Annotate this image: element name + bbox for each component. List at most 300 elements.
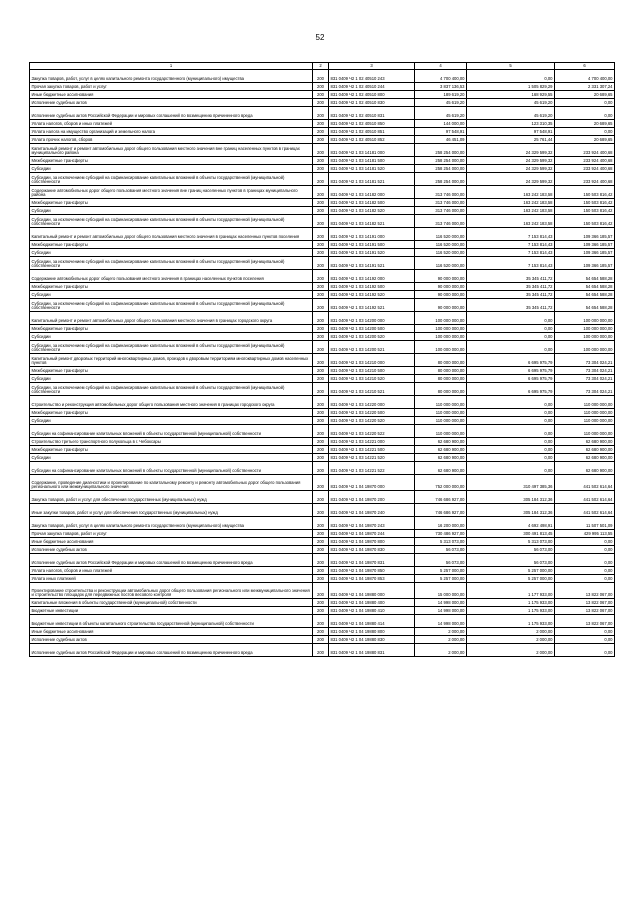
table-row bbox=[30, 367, 615, 375]
row-executed: 0,00 bbox=[467, 438, 555, 446]
row-kbk: 831 0409 Ч2 1 03 14221 500 bbox=[329, 446, 415, 454]
row-executed: 0,00 bbox=[467, 325, 555, 333]
row-code: 200 bbox=[313, 607, 329, 615]
row-approved: 62 680 900,00 bbox=[415, 438, 467, 446]
row-approved: 258 254 000,00 bbox=[415, 157, 467, 165]
row-executed: 35 345 411,72 bbox=[467, 291, 555, 299]
row-kbk: 831 0409 Ч2 1 04 19870 000 bbox=[329, 475, 415, 491]
row-executed: 6 695 975,79 bbox=[467, 354, 555, 367]
row-approved: 313 746 000,00 bbox=[415, 199, 467, 207]
table-row bbox=[30, 446, 615, 454]
row-approved: 90 000 000,00 bbox=[415, 299, 467, 312]
column-header: 5 bbox=[467, 63, 555, 70]
column-header: 3 bbox=[329, 63, 415, 70]
row-kbk: 831 0409 Ч2 1 03 14220 500 bbox=[329, 409, 415, 417]
row-executed: 0,00 bbox=[467, 312, 555, 325]
table-row bbox=[30, 583, 615, 599]
row-code: 200 bbox=[313, 215, 329, 228]
row-unexecuted: 11 507 501,09 bbox=[555, 517, 615, 530]
row-kbk: 831 0409 Ч2 1 04 19870 853 bbox=[329, 575, 415, 583]
row-approved: 5 257 000,00 bbox=[415, 567, 467, 575]
row-unexecuted: 0,00 bbox=[555, 554, 615, 567]
row-kbk: 831 0409 Ч2 1 04 19880 410 bbox=[329, 607, 415, 615]
table-row bbox=[30, 383, 615, 396]
row-kbk: 831 0409 Ч2 1 02 40510 800 bbox=[329, 91, 415, 99]
row-unexecuted: 441 502 614,64 bbox=[555, 504, 615, 517]
row-executed: 1 175 933,00 bbox=[467, 599, 555, 607]
row-approved: 100 000 000,00 bbox=[415, 312, 467, 325]
row-approved: 746 686 927,00 bbox=[415, 504, 467, 517]
row-executed: 300 491 813,45 bbox=[467, 530, 555, 538]
row-kbk: 831 0409 Ч2 1 02 40510 830 bbox=[329, 99, 415, 107]
row-name: Капитальный ремонт дворовых территорий многоквартирных домов, проездов к дворовым территориям многоквартирных домов населенных пунктов bbox=[30, 354, 313, 367]
row-approved: 258 254 000,00 bbox=[415, 144, 467, 157]
row-unexecuted: 233 924 400,68 bbox=[555, 144, 615, 157]
row-kbk: 831 0409 Ч2 1 03 14182 521 bbox=[329, 215, 415, 228]
row-name: Иные бюджетные ассигнования bbox=[30, 628, 313, 636]
table-row bbox=[30, 165, 615, 173]
column-header: 2 bbox=[313, 63, 329, 70]
row-approved: 14 998 000,00 bbox=[415, 607, 467, 615]
row-unexecuted: 54 654 588,28 bbox=[555, 283, 615, 291]
table-row bbox=[30, 341, 615, 354]
row-approved: 46 451,09 bbox=[415, 136, 467, 144]
row-executed: 0,00 bbox=[467, 409, 555, 417]
row-kbk: 831 0409 Ч2 1 03 14220 000 bbox=[329, 396, 415, 409]
row-kbk: 831 0409 Ч2 1 03 14200 521 bbox=[329, 341, 415, 354]
row-executed: 0,00 bbox=[467, 454, 555, 462]
table-row bbox=[30, 491, 615, 504]
row-executed: 5 313 073,00 bbox=[467, 538, 555, 546]
row-unexecuted: 62 680 900,00 bbox=[555, 438, 615, 446]
table-row bbox=[30, 475, 615, 491]
row-code: 200 bbox=[313, 120, 329, 128]
row-executed: 2 000,00 bbox=[467, 628, 555, 636]
row-unexecuted: 150 503 816,42 bbox=[555, 207, 615, 215]
row-executed: 6 695 975,79 bbox=[467, 375, 555, 383]
row-name: Субсидии, за исключением субсидий на софинансирование капитальных вложений в объекты государственной (муниципальной) собственности bbox=[30, 299, 313, 312]
row-unexecuted: 13 822 067,00 bbox=[555, 583, 615, 599]
row-name: Субсидии bbox=[30, 417, 313, 425]
row-kbk: 831 0409 Ч2 1 02 40510 850 bbox=[329, 120, 415, 128]
row-kbk: 831 0409 Ч2 1 03 14200 500 bbox=[329, 325, 415, 333]
row-code: 200 bbox=[313, 409, 329, 417]
row-code: 200 bbox=[313, 312, 329, 325]
row-kbk: 831 0409 Ч2 1 04 19870 240 bbox=[329, 504, 415, 517]
row-code: 200 bbox=[313, 157, 329, 165]
row-name: Исполнение судебных актов Российской Федерации и мировых соглашений по возмещению причиненного вреда bbox=[30, 554, 313, 567]
row-kbk: 831 0409 Ч2 1 02 40510 852 bbox=[329, 136, 415, 144]
row-name: Бюджетные инвестиции bbox=[30, 607, 313, 615]
row-approved: 56 073,00 bbox=[415, 546, 467, 554]
row-code: 200 bbox=[313, 475, 329, 491]
row-code: 200 bbox=[313, 283, 329, 291]
table-row bbox=[30, 91, 615, 99]
row-name: Исполнение судебных актов bbox=[30, 99, 313, 107]
row-unexecuted: 13 822 067,00 bbox=[555, 599, 615, 607]
table-row bbox=[30, 128, 615, 136]
row-name: Содержание автомобильных дорог общего пользования местного значения вне границ населенных пунктов в границах муниципального района bbox=[30, 186, 313, 199]
row-executed: 35 345 411,72 bbox=[467, 283, 555, 291]
row-approved: 62 680 900,00 bbox=[415, 462, 467, 475]
row-executed: 35 345 411,72 bbox=[467, 299, 555, 312]
table-row bbox=[30, 312, 615, 325]
table-row bbox=[30, 607, 615, 615]
row-unexecuted: 73 304 024,21 bbox=[555, 354, 615, 367]
row-kbk: 831 0409 Ч2 1 03 14192 521 bbox=[329, 299, 415, 312]
table-row bbox=[30, 504, 615, 517]
row-approved: 116 520 000,00 bbox=[415, 249, 467, 257]
row-approved: 16 200 000,00 bbox=[415, 517, 467, 530]
row-name: Строительство третьего транспортного полукольца в г. Чебоксары bbox=[30, 438, 313, 446]
row-executed: 1 175 933,00 bbox=[467, 615, 555, 628]
row-code: 200 bbox=[313, 504, 329, 517]
table-row bbox=[30, 517, 615, 530]
row-executed: 5 257 000,00 bbox=[467, 575, 555, 583]
row-unexecuted: 20 689,65 bbox=[555, 91, 615, 99]
row-name: Уплата прочих налогов, сборов bbox=[30, 136, 313, 144]
row-approved: 116 520 000,00 bbox=[415, 241, 467, 249]
row-code: 200 bbox=[313, 530, 329, 538]
row-code: 200 bbox=[313, 367, 329, 375]
row-executed: 4 692 498,91 bbox=[467, 517, 555, 530]
row-name: Субсидии, за исключением субсидий на софинансирование капитальных вложений в объекты государственной (муниципальной) собственности bbox=[30, 341, 313, 354]
row-executed: 0,00 bbox=[467, 425, 555, 438]
table-row bbox=[30, 283, 615, 291]
row-approved: 110 000 000,00 bbox=[415, 409, 467, 417]
table-row bbox=[30, 136, 615, 144]
row-kbk: 831 0409 Ч2 1 03 14181 500 bbox=[329, 157, 415, 165]
row-name: Иные закупки товаров, работ и услуг для обеспечения государственных (муниципальных) нужд bbox=[30, 504, 313, 517]
row-kbk: 831 0409 Ч2 1 04 19870 800 bbox=[329, 538, 415, 546]
row-unexecuted: 20 689,65 bbox=[555, 120, 615, 128]
row-code: 200 bbox=[313, 583, 329, 599]
table-row bbox=[30, 107, 615, 120]
row-name: Субсидии, за исключением субсидий на софинансирование капитальных вложений в объекты государственной (муниципальной) собственности bbox=[30, 257, 313, 270]
row-code: 200 bbox=[313, 491, 329, 504]
row-approved: 2 000,00 bbox=[415, 636, 467, 644]
row-name: Межбюджетные трансферты bbox=[30, 199, 313, 207]
table-row bbox=[30, 83, 615, 91]
row-code: 200 bbox=[313, 599, 329, 607]
table-row bbox=[30, 530, 615, 538]
row-name: Субсидии bbox=[30, 454, 313, 462]
row-kbk: 831 0409 Ч2 1 03 14200 000 bbox=[329, 312, 415, 325]
row-approved: 45 619,20 bbox=[415, 99, 467, 107]
row-unexecuted: 441 502 614,64 bbox=[555, 475, 615, 491]
row-unexecuted: 110 000 000,00 bbox=[555, 417, 615, 425]
row-approved: 110 000 000,00 bbox=[415, 425, 467, 438]
row-code: 200 bbox=[313, 446, 329, 454]
table-row bbox=[30, 438, 615, 446]
page-number: 52 bbox=[315, 33, 325, 42]
row-unexecuted: 62 680 900,00 bbox=[555, 462, 615, 475]
row-unexecuted: 109 366 185,57 bbox=[555, 241, 615, 249]
row-code: 200 bbox=[313, 644, 329, 657]
row-executed: 2 000,00 bbox=[467, 636, 555, 644]
row-approved: 258 254 000,00 bbox=[415, 165, 467, 173]
row-name: Межбюджетные трансферты bbox=[30, 241, 313, 249]
row-code: 200 bbox=[313, 83, 329, 91]
row-unexecuted: 20 689,65 bbox=[555, 136, 615, 144]
table-row bbox=[30, 599, 615, 607]
row-code: 200 bbox=[313, 99, 329, 107]
row-name: Иные бюджетные ассигнования bbox=[30, 91, 313, 99]
row-executed: 5 257 000,00 bbox=[467, 567, 555, 575]
row-approved: 97 548,91 bbox=[415, 128, 467, 136]
row-code: 200 bbox=[313, 454, 329, 462]
column-header: 6 bbox=[555, 63, 615, 70]
row-kbk: 831 0409 Ч2 1 04 19870 244 bbox=[329, 530, 415, 538]
row-approved: 5 257 000,00 bbox=[415, 575, 467, 583]
table-row bbox=[30, 99, 615, 107]
row-unexecuted: 0,00 bbox=[555, 546, 615, 554]
row-kbk: 831 0409 Ч2 1 03 14210 520 bbox=[329, 375, 415, 383]
row-executed: 163 242 183,58 bbox=[467, 207, 555, 215]
table-row bbox=[30, 199, 615, 207]
row-executed: 7 153 814,43 bbox=[467, 241, 555, 249]
row-name: Исполнение судебных актов bbox=[30, 636, 313, 644]
row-executed: 7 153 814,43 bbox=[467, 257, 555, 270]
row-executed: 0,00 bbox=[467, 70, 555, 83]
row-kbk: 831 0409 Ч2 1 02 40510 831 bbox=[329, 107, 415, 120]
row-kbk: 831 0409 Ч2 1 03 14191 521 bbox=[329, 257, 415, 270]
row-code: 200 bbox=[313, 165, 329, 173]
row-name: Уплата налогов, сборов и иных платежей bbox=[30, 567, 313, 575]
row-approved: 4 700 400,00 bbox=[415, 70, 467, 83]
table-row bbox=[30, 333, 615, 341]
row-approved: 5 313 073,00 bbox=[415, 538, 467, 546]
row-kbk: 831 0409 Ч2 1 04 19880 830 bbox=[329, 636, 415, 644]
row-approved: 62 680 900,00 bbox=[415, 454, 467, 462]
row-unexecuted: 0,00 bbox=[555, 567, 615, 575]
row-unexecuted: 0,00 bbox=[555, 99, 615, 107]
row-executed: 35 345 411,72 bbox=[467, 270, 555, 283]
row-unexecuted: 0,00 bbox=[555, 575, 615, 583]
row-code: 200 bbox=[313, 199, 329, 207]
row-kbk: 831 0409 Ч2 1 03 14221 000 bbox=[329, 438, 415, 446]
row-code: 200 bbox=[313, 438, 329, 446]
row-unexecuted: 429 995 113,55 bbox=[555, 530, 615, 538]
row-executed: 97 548,91 bbox=[467, 128, 555, 136]
row-executed: 305 184 312,36 bbox=[467, 491, 555, 504]
row-name: Уплата налогов, сборов и иных платежей bbox=[30, 120, 313, 128]
row-code: 200 bbox=[313, 325, 329, 333]
row-kbk: 831 0409 Ч2 1 03 14210 000 bbox=[329, 354, 415, 367]
row-unexecuted: 100 000 000,00 bbox=[555, 325, 615, 333]
row-executed: 1 175 933,00 bbox=[467, 607, 555, 615]
row-code: 200 bbox=[313, 291, 329, 299]
row-code: 200 bbox=[313, 417, 329, 425]
row-name: Капитальный ремонт и ремонт автомобильных дорог общего пользования местного значения в границах городского округа bbox=[30, 312, 313, 325]
row-approved: 100 000 000,00 bbox=[415, 325, 467, 333]
table-row bbox=[30, 417, 615, 425]
row-unexecuted: 233 924 400,68 bbox=[555, 157, 615, 165]
table-row bbox=[30, 157, 615, 165]
row-kbk: 831 0409 Ч2 1 03 14192 000 bbox=[329, 270, 415, 283]
row-kbk: 831 0409 Ч2 1 03 14221 522 bbox=[329, 462, 415, 475]
table-row bbox=[30, 454, 615, 462]
row-name: Капитальный ремонт и ремонт автомобильных дорог общего пользования местного значения в границах населенных пунктов поселения bbox=[30, 228, 313, 241]
row-executed: 0,00 bbox=[467, 446, 555, 454]
row-executed: 168 929,55 bbox=[467, 91, 555, 99]
row-unexecuted: 441 502 614,64 bbox=[555, 491, 615, 504]
row-name: Иные бюджетные ассигнования bbox=[30, 538, 313, 546]
row-kbk: 831 0409 Ч2 1 03 14210 521 bbox=[329, 383, 415, 396]
row-kbk: 831 0409 Ч2 1 03 14181 000 bbox=[329, 144, 415, 157]
row-code: 200 bbox=[313, 517, 329, 530]
table-row bbox=[30, 575, 615, 583]
row-approved: 258 254 000,00 bbox=[415, 173, 467, 186]
table-row bbox=[30, 144, 615, 157]
row-code: 200 bbox=[313, 186, 329, 199]
row-code: 200 bbox=[313, 91, 329, 99]
table-row bbox=[30, 249, 615, 257]
row-executed: 310 497 385,36 bbox=[467, 475, 555, 491]
row-unexecuted: 233 924 400,68 bbox=[555, 165, 615, 173]
row-executed: 7 153 814,43 bbox=[467, 249, 555, 257]
row-unexecuted: 4 700 400,00 bbox=[555, 70, 615, 83]
table-row bbox=[30, 325, 615, 333]
table-row bbox=[30, 173, 615, 186]
row-unexecuted: 0,00 bbox=[555, 644, 615, 657]
row-approved: 15 000 000,00 bbox=[415, 583, 467, 599]
row-approved: 144 000,00 bbox=[415, 120, 467, 128]
table-row bbox=[30, 409, 615, 417]
row-unexecuted: 54 654 588,28 bbox=[555, 299, 615, 312]
row-kbk: 831 0409 Ч2 1 03 14210 500 bbox=[329, 367, 415, 375]
row-name: Закупка товаров, работ, услуг в целях капитального ремонта государственного (муниципального) имущества bbox=[30, 517, 313, 530]
row-approved: 116 520 000,00 bbox=[415, 228, 467, 241]
row-unexecuted: 110 000 000,00 bbox=[555, 425, 615, 438]
table-row bbox=[30, 546, 615, 554]
table-row bbox=[30, 375, 615, 383]
row-kbk: 831 0409 Ч2 1 04 19870 200 bbox=[329, 491, 415, 504]
row-unexecuted: 73 304 024,21 bbox=[555, 367, 615, 375]
table-row bbox=[30, 396, 615, 409]
row-approved: 189 619,20 bbox=[415, 91, 467, 99]
row-name: Закупка товаров, работ и услуг для обеспечения государственных (муниципальных) нужд bbox=[30, 491, 313, 504]
row-unexecuted: 150 503 816,42 bbox=[555, 215, 615, 228]
row-code: 200 bbox=[313, 249, 329, 257]
row-executed: 1 505 829,29 bbox=[467, 83, 555, 91]
row-unexecuted: 110 000 000,00 bbox=[555, 396, 615, 409]
row-name: Субсидии bbox=[30, 165, 313, 173]
column-header: 1 bbox=[30, 63, 313, 70]
row-name: Межбюджетные трансферты bbox=[30, 157, 313, 165]
row-code: 200 bbox=[313, 396, 329, 409]
row-kbk: 831 0409 Ч2 1 04 19880 831 bbox=[329, 644, 415, 657]
row-executed: 163 242 183,58 bbox=[467, 199, 555, 207]
row-executed: 45 619,20 bbox=[467, 107, 555, 120]
row-executed: 7 153 814,43 bbox=[467, 228, 555, 241]
row-code: 200 bbox=[313, 554, 329, 567]
row-unexecuted: 110 000 000,00 bbox=[555, 409, 615, 417]
row-kbk: 831 0409 Ч2 1 04 19870 850 bbox=[329, 567, 415, 575]
row-code: 200 bbox=[313, 425, 329, 438]
row-name: Межбюджетные трансферты bbox=[30, 325, 313, 333]
row-name: Субсидии, за исключением субсидий на софинансирование капитальных вложений в объекты государственной (муниципальной) собственности bbox=[30, 383, 313, 396]
row-executed: 0,00 bbox=[467, 462, 555, 475]
row-unexecuted: 100 000 000,00 bbox=[555, 341, 615, 354]
row-approved: 80 000 000,00 bbox=[415, 354, 467, 367]
row-kbk: 831 0409 Ч2 1 03 14192 500 bbox=[329, 283, 415, 291]
row-executed: 24 329 599,32 bbox=[467, 144, 555, 157]
row-name: Субсидии bbox=[30, 291, 313, 299]
row-name: Прочая закупка товаров, работ и услуг bbox=[30, 530, 313, 538]
row-executed: 24 329 599,32 bbox=[467, 165, 555, 173]
row-name: Субсидии на софинансирование капитальных вложений в объекты государственной (муниципальной) собственности bbox=[30, 425, 313, 438]
row-executed: 123 310,35 bbox=[467, 120, 555, 128]
row-code: 200 bbox=[313, 628, 329, 636]
row-kbk: 831 0409 Ч2 1 04 19880 000 bbox=[329, 583, 415, 599]
header-row bbox=[30, 63, 615, 70]
row-unexecuted: 54 654 588,28 bbox=[555, 270, 615, 283]
row-unexecuted: 13 822 067,00 bbox=[555, 615, 615, 628]
table-row bbox=[30, 636, 615, 644]
row-unexecuted: 109 366 185,57 bbox=[555, 249, 615, 257]
row-kbk: 831 0409 Ч2 1 03 14181 520 bbox=[329, 165, 415, 173]
row-name: Межбюджетные трансферты bbox=[30, 283, 313, 291]
row-code: 200 bbox=[313, 144, 329, 157]
row-approved: 62 680 900,00 bbox=[415, 446, 467, 454]
row-code: 200 bbox=[313, 207, 329, 215]
table-row bbox=[30, 186, 615, 199]
row-kbk: 831 0409 Ч2 1 02 40510 851 bbox=[329, 128, 415, 136]
row-unexecuted: 150 503 816,42 bbox=[555, 186, 615, 199]
table-row bbox=[30, 462, 615, 475]
row-kbk: 831 0409 Ч2 1 03 14200 520 bbox=[329, 333, 415, 341]
row-unexecuted: 62 680 900,00 bbox=[555, 446, 615, 454]
row-unexecuted: 73 304 024,21 bbox=[555, 383, 615, 396]
row-name: Субсидии bbox=[30, 249, 313, 257]
row-code: 200 bbox=[313, 546, 329, 554]
row-unexecuted: 0,00 bbox=[555, 628, 615, 636]
table-row bbox=[30, 644, 615, 657]
row-kbk: 831 0409 Ч2 1 04 19880 400 bbox=[329, 599, 415, 607]
row-unexecuted: 233 924 400,68 bbox=[555, 173, 615, 186]
row-unexecuted: 13 822 067,00 bbox=[555, 607, 615, 615]
row-executed: 24 329 599,32 bbox=[467, 173, 555, 186]
row-code: 200 bbox=[313, 107, 329, 120]
row-kbk: 831 0409 Ч2 1 03 14220 520 bbox=[329, 417, 415, 425]
row-name: Исполнение судебных актов bbox=[30, 546, 313, 554]
row-name: Закупка товаров, работ, услуг в целях капитального ремонта государственного (муниципального) имущества bbox=[30, 70, 313, 83]
row-approved: 100 000 000,00 bbox=[415, 333, 467, 341]
row-unexecuted: 0,00 bbox=[555, 636, 615, 644]
row-code: 200 bbox=[313, 462, 329, 475]
row-kbk: 831 0409 Ч2 1 04 19870 830 bbox=[329, 546, 415, 554]
row-unexecuted: 0,00 bbox=[555, 128, 615, 136]
row-code: 200 bbox=[313, 636, 329, 644]
row-name: Содержание автомобильных дорог общего пользования местного значения в границах населенных пунктов поселения bbox=[30, 270, 313, 283]
row-unexecuted: 150 503 816,42 bbox=[555, 199, 615, 207]
row-unexecuted: 0,00 bbox=[555, 538, 615, 546]
row-executed: 0,00 bbox=[467, 417, 555, 425]
row-kbk: 831 0409 Ч2 1 03 14182 520 bbox=[329, 207, 415, 215]
row-approved: 3 837 136,53 bbox=[415, 83, 467, 91]
row-code: 200 bbox=[313, 615, 329, 628]
column-header: 4 bbox=[415, 63, 467, 70]
row-code: 200 bbox=[313, 575, 329, 583]
row-approved: 45 619,20 bbox=[415, 107, 467, 120]
table-row bbox=[30, 270, 615, 283]
row-kbk: 831 0409 Ч2 1 04 19870 243 bbox=[329, 517, 415, 530]
table-body bbox=[30, 70, 615, 657]
row-kbk: 831 0409 Ч2 1 03 14221 520 bbox=[329, 454, 415, 462]
table-row bbox=[30, 615, 615, 628]
row-approved: 752 000 000,00 bbox=[415, 475, 467, 491]
